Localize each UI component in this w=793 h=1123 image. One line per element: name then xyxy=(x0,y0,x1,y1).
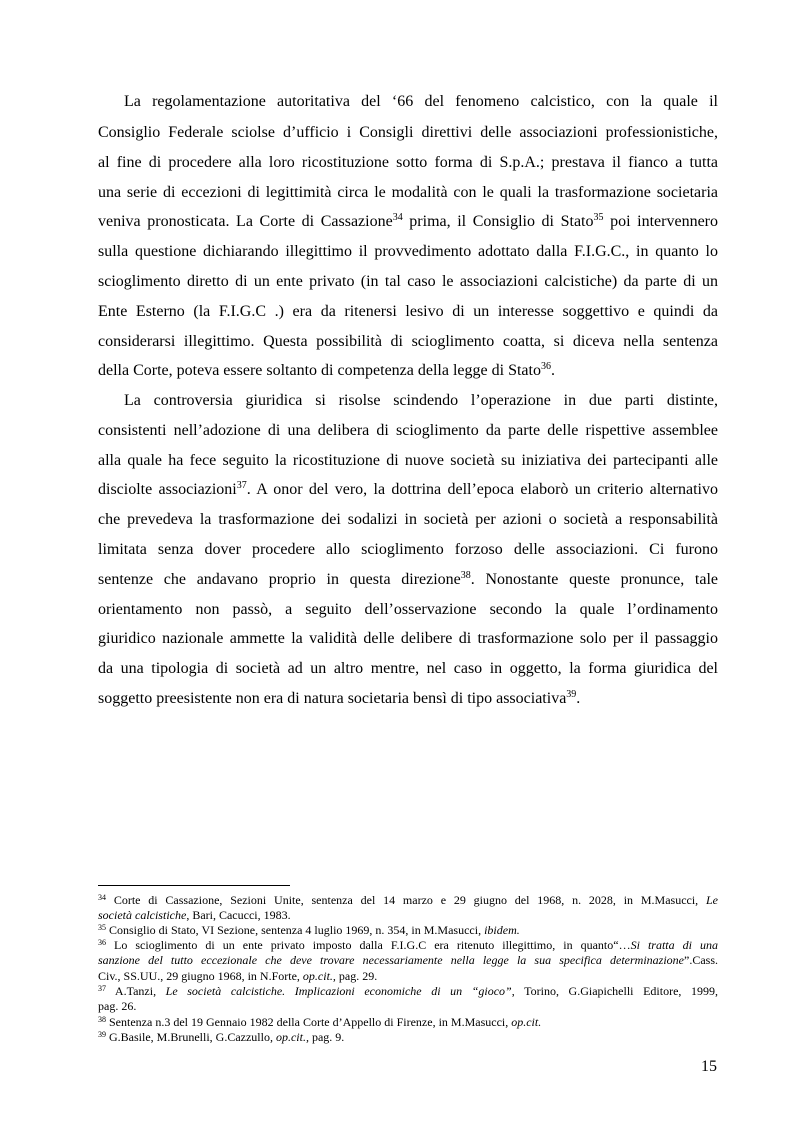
paragraph-line: La regolamentazione autoritativa del ‘66 del fenomeno calcistico, con la quale il xyxy=(124,93,718,110)
footnote-separator xyxy=(98,885,290,886)
paragraph-line: sulla questione dichiarando illegittimo il provvedimento adottato dalla F.I.G.C., in quanto lo xyxy=(98,243,718,260)
paragraph-line: scioglimento diretto di un ente privato (in tal caso le associazioni calcistiche) da parte di un xyxy=(98,273,718,290)
text-run: Si tratta di una xyxy=(630,938,718,952)
text-run: . xyxy=(576,690,581,707)
paragraph-line: da una tipologia di società ad un altro mentre, nel caso in oggetto, la forma giuridica del xyxy=(98,660,718,677)
paragraph-line: che prevedeva la trasformazione dei sodalizi in società per azioni o società a responsabilità xyxy=(98,511,718,528)
text-run: della Corte, poteva essere soltanto di competenza della legge di Stato xyxy=(98,362,541,379)
text-run: op.cit., xyxy=(302,969,336,983)
text-run: sentenze che andavano proprio in questa direzione xyxy=(98,571,461,588)
text-run: poi intervennero xyxy=(603,213,719,230)
text-run: . Nonostante queste pronunce, tale xyxy=(470,571,719,588)
text-run: op.cit. xyxy=(511,1015,542,1029)
footnote-ref-36[interactable]: 36 xyxy=(540,361,551,372)
footnote-ref-37[interactable]: 37 xyxy=(236,480,247,491)
footnote-38 xyxy=(98,1015,718,1029)
text-run: società calcistiche xyxy=(98,908,187,922)
footnote-34-cont xyxy=(98,908,718,922)
footnote-37 xyxy=(98,984,718,998)
text-run: . A onor del vero, la dottrina dell’epoca elaborò un criterio alternativo xyxy=(246,481,719,498)
paragraph-line: limitata senza dover procedere allo scioglimento forzoso delle associazioni. Ci furono xyxy=(98,541,718,558)
paragraph-line xyxy=(98,212,718,232)
footnote-36 xyxy=(98,938,718,952)
text-run: A.Tanzi, xyxy=(106,984,166,998)
text-run: Le società calcistiche. Implicazioni economiche di un “gioco” xyxy=(165,984,512,998)
text-run: Le xyxy=(706,893,718,907)
footnote-ref-38[interactable]: 38 xyxy=(460,570,471,581)
text-run: , Bari, Cacucci, 1983. xyxy=(186,908,291,922)
text-run: Consiglio di Stato, VI Sezione, sentenza 4 luglio 1969, n. 354, in M.Masucci, xyxy=(106,923,485,937)
footnote-number: 34 xyxy=(98,893,106,902)
text-run: disciolte associazioni xyxy=(98,481,237,498)
text-run: . xyxy=(550,362,555,379)
text-run: soggetto preesistente non era di natura societaria bensì di tipo associativa xyxy=(98,690,567,707)
footnote-ref-35[interactable]: 35 xyxy=(593,212,604,223)
text-run: G.Basile, M.Brunelli, G.Cazzullo xyxy=(106,1030,270,1044)
footnote-ref-34[interactable]: 34 xyxy=(392,212,403,223)
text-run: Corte di Cassazione, Sezioni Unite, sentenza del 14 marzo e 29 giugno del 1968, n. 2028, in M.Masucci, xyxy=(106,893,706,907)
footnote-39 xyxy=(98,1030,718,1044)
footnote-number: 39 xyxy=(98,1030,106,1039)
paragraph-line: consistenti nell’adozione di una delibera di scioglimento da parte delle rispettive assemblee xyxy=(98,422,718,439)
paragraph-line: giuridico nazionale ammette la validità delle delibere di trasformazione solo per il passaggio xyxy=(98,630,718,647)
page-number: 15 xyxy=(701,1058,717,1075)
footnote-number: 37 xyxy=(98,984,106,993)
footnote-34 xyxy=(98,893,718,907)
footnote-37-cont: pag. 26. xyxy=(98,999,137,1013)
footnote-number: 38 xyxy=(98,1015,106,1024)
paragraph-line: Ente Esterno (la F.I.G.C .) era da ritenersi lesivo di un interesse soggettivo e quindi da xyxy=(98,303,718,320)
paragraph-line: una serie di eccezioni di legittimità circa le modalità con le quali la trasformazione societaria xyxy=(98,184,718,201)
text-run: pag. 29. xyxy=(335,969,378,983)
paragraph-line xyxy=(98,689,718,709)
footnote-36-cont xyxy=(98,969,718,983)
paragraph-line xyxy=(98,361,718,381)
paragraph-line: La controversia giuridica si risolse scindendo l’operazione in due parti distinte, xyxy=(124,392,718,409)
paragraph-line: considerarsi illegittimo. Questa possibilità di scioglimento coatta, si diceva nella sentenza xyxy=(98,333,718,350)
text-run: Civ., SS.UU., 29 giugno 1968, in N.Forte, xyxy=(98,969,303,983)
paragraph-line: al fine di procedere alla loro ricostituzione sotto forma di S.p.A.; prestava il fianco a tutta xyxy=(98,154,718,171)
text-run: Sentenza n.3 del 19 Gennaio 1982 della Corte d’Appello di Firenze, in M.Masucci, xyxy=(106,1015,512,1029)
text-run: pag. 9. xyxy=(308,1030,345,1044)
text-run: prima, il Consiglio di Stato xyxy=(402,213,594,230)
paragraph-line xyxy=(98,570,718,590)
text-run: sanzione del tutto eccezionale che deve trovare necessariamente nella legge la sua specifica determinazione xyxy=(98,953,684,967)
text-run: veniva pronosticata. La Corte di Cassazione xyxy=(98,213,393,230)
footnote-ref-39[interactable]: 39 xyxy=(566,689,577,700)
text-run: , op.cit., xyxy=(269,1030,309,1044)
text-run: ibidem. xyxy=(484,923,520,937)
paragraph-line xyxy=(98,480,718,500)
paragraph-line: orientamento non passò, a seguito dell’osservazione secondo la quale l’ordinamento xyxy=(98,601,718,618)
text-run: , Torino, G.Giapichelli Editore, 1999, xyxy=(511,984,719,998)
footnote-35 xyxy=(98,923,718,937)
paragraph-line: Consiglio Federale sciolse d’ufficio i Consigli direttivi delle associazioni professionistiche, xyxy=(98,124,718,141)
footnote-number: 35 xyxy=(98,923,106,932)
footnote-36-cont xyxy=(98,953,718,967)
paragraph-line: alla quale ha fece seguito la ricostituzione di nuove società su iniziativa dei partecipanti alle xyxy=(98,452,718,469)
text-run: ”.Cass. xyxy=(684,953,718,967)
text-run: Lo scioglimento di un ente privato imposto dalla F.I.G.C era ritenuto illegittimo, in quanto“… xyxy=(106,938,631,952)
footnote-number: 36 xyxy=(98,938,106,947)
